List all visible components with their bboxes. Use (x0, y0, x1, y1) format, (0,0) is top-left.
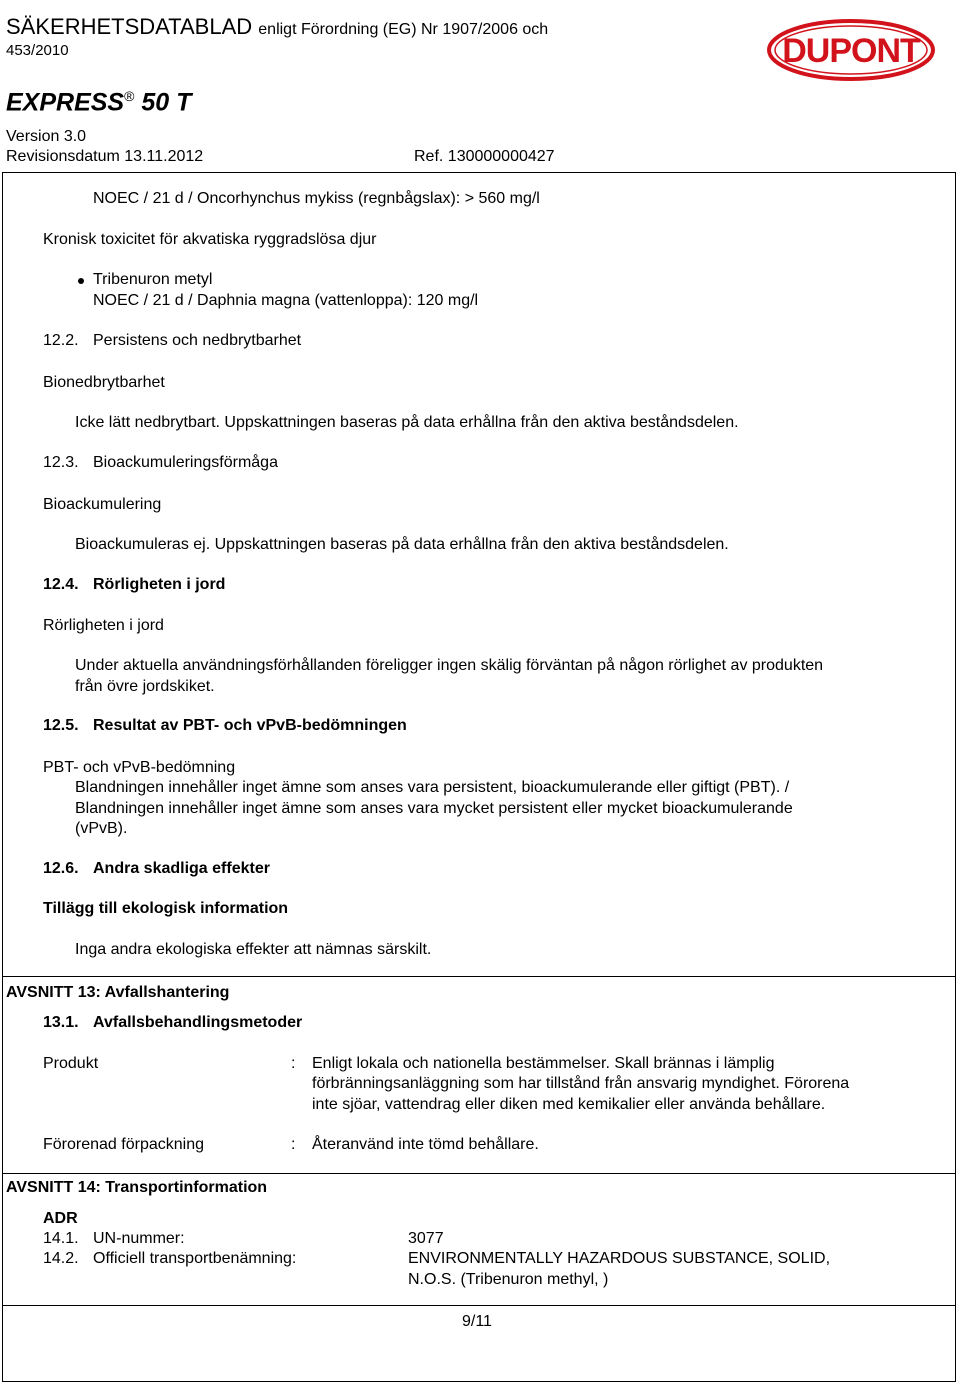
product-name-suffix: 50 T (134, 88, 192, 117)
dupont-logo (766, 18, 936, 82)
packaging-colon: : (291, 1136, 296, 1153)
section-12-5-title: Resultat av PBT- och vPvB-bedömningen (93, 717, 407, 734)
mobility-label: Rörligheten i jord (43, 617, 164, 634)
adr-heading: ADR (43, 1210, 78, 1227)
biodegradability-text: Icke lätt nedbrytbart. Uppskattningen baseras på data erhållna från den aktiva beståndsdelen. (75, 414, 739, 431)
mobility-text-line-1: Under aktuella användningsförhållanden föreligger ingen skälig förväntan på någon rörlighet av produkten (75, 657, 824, 674)
section-13-1-title: Avfallsbehandlingsmetoder (93, 1014, 303, 1031)
chronic-invertebrate-heading: Kronisk toxicitet för akvatiska ryggradslösa djur (43, 231, 377, 248)
product-disposal-line-3: inte sjöar, vattendrag eller diken med kemikalier eller använda behållare. (312, 1096, 826, 1113)
section-12-2-number: 12.2. (43, 332, 79, 349)
product-name-text: EXPRESS (6, 88, 125, 117)
document-title (6, 14, 548, 40)
section-14-2-number: 14.2. (43, 1250, 79, 1267)
shipping-name-label: Officiell transportbenämning: (93, 1250, 297, 1267)
section-12-6-number: 12.6. (43, 860, 79, 877)
version: Version 3.0 (6, 128, 87, 145)
document-title-text: SÄKERHETSDATABLAD (6, 14, 253, 39)
noec-daphnia: NOEC / 21 d / Daphnia magna (vattenloppa): 120 mg/l (93, 292, 479, 309)
eco-info-title: Tillägg till ekologisk information (43, 900, 289, 917)
page-number: 9/11 (462, 1313, 492, 1330)
packaging-text: Återanvänd inte tömd behållare. (312, 1136, 539, 1153)
shipping-name-line-2: N.O.S. (Tribenuron methyl, ) (408, 1271, 609, 1288)
section-12-2-title: Persistens och nedbrytbarhet (93, 332, 302, 349)
section-12-6-title: Andra skadliga effekter (93, 860, 270, 877)
bioaccumulation-text: Bioackumuleras ej. Uppskattningen baseras på data erhållna från den aktiva beståndsdelen. (75, 536, 729, 553)
section-12-3-title: Bioackumuleringsförmåga (93, 454, 278, 471)
section-14-divider (2, 1173, 956, 1174)
noec-fish: NOEC / 21 d / Oncorhynchus mykiss (regnbågslax): > 560 mg/l (93, 190, 540, 207)
un-number-label: UN-nummer: (93, 1230, 185, 1247)
product-disposal-colon: : (291, 1055, 296, 1072)
bioaccumulation-label: Bioackumulering (43, 496, 162, 513)
logo-text: DUPONT (782, 32, 920, 70)
un-number-value: 3077 (408, 1230, 444, 1247)
product-disposal-line-1: Enligt lokala och nationella bestämmelser. Skall brännas i lämplig (312, 1055, 775, 1072)
footer-divider (2, 1305, 956, 1306)
pbt-text-line-2: Blandningen innehåller inget ämne som anses vara mycket persistent eller mycket bioackumulerande (75, 800, 793, 817)
section-14-1-number: 14.1. (43, 1230, 79, 1247)
section-12-3-number: 12.3. (43, 454, 79, 471)
section-13-1-number: 13.1. (43, 1014, 79, 1031)
section-12-5-number: 12.5. (43, 717, 79, 734)
pbt-label: PBT- och vPvB-bedömning (43, 759, 236, 776)
product-disposal-label: Produkt (43, 1055, 99, 1072)
section-12-4-title: Rörligheten i jord (93, 576, 226, 593)
section-13-divider (2, 976, 956, 977)
pbt-text-line-3: (vPvB). (75, 820, 128, 837)
bullet-icon (78, 278, 84, 284)
section-14-title: AVSNITT 14: Transportinformation (6, 1179, 268, 1196)
section-13-title: AVSNITT 13: Avfallshantering (6, 984, 230, 1001)
registered-mark: ® (124, 88, 135, 104)
reference-number: Ref. 130000000427 (414, 148, 555, 165)
regulation-line-2: 453/2010 (6, 42, 69, 59)
pbt-text-line-1: Blandningen innehåller inget ämne som anses vara persistent, bioackumulerande eller giftigt (PBT). / (75, 779, 790, 796)
bullet-substance: Tribenuron metyl (93, 271, 213, 288)
page-frame (2, 172, 956, 1382)
packaging-label: Förorenad förpackning (43, 1136, 204, 1153)
revision-date: Revisionsdatum 13.11.2012 (6, 148, 204, 165)
biodegradability-label: Bionedbrytbarhet (43, 374, 165, 391)
product-name (6, 88, 191, 117)
shipping-name-line-1: ENVIRONMENTALLY HAZARDOUS SUBSTANCE, SOLID, (408, 1250, 831, 1267)
product-disposal-line-2: förbränningsanläggning som har tillstånd från ansvarig myndighet. Förorena (312, 1075, 850, 1092)
eco-info-text: Inga andra ekologiska effekter att nämnas särskilt. (75, 941, 432, 958)
section-12-4-number: 12.4. (43, 576, 79, 593)
mobility-text-line-2: från övre jordskiket. (75, 678, 215, 695)
regulation-line-1: enligt Förordning (EG) Nr 1907/2006 och (258, 21, 549, 38)
